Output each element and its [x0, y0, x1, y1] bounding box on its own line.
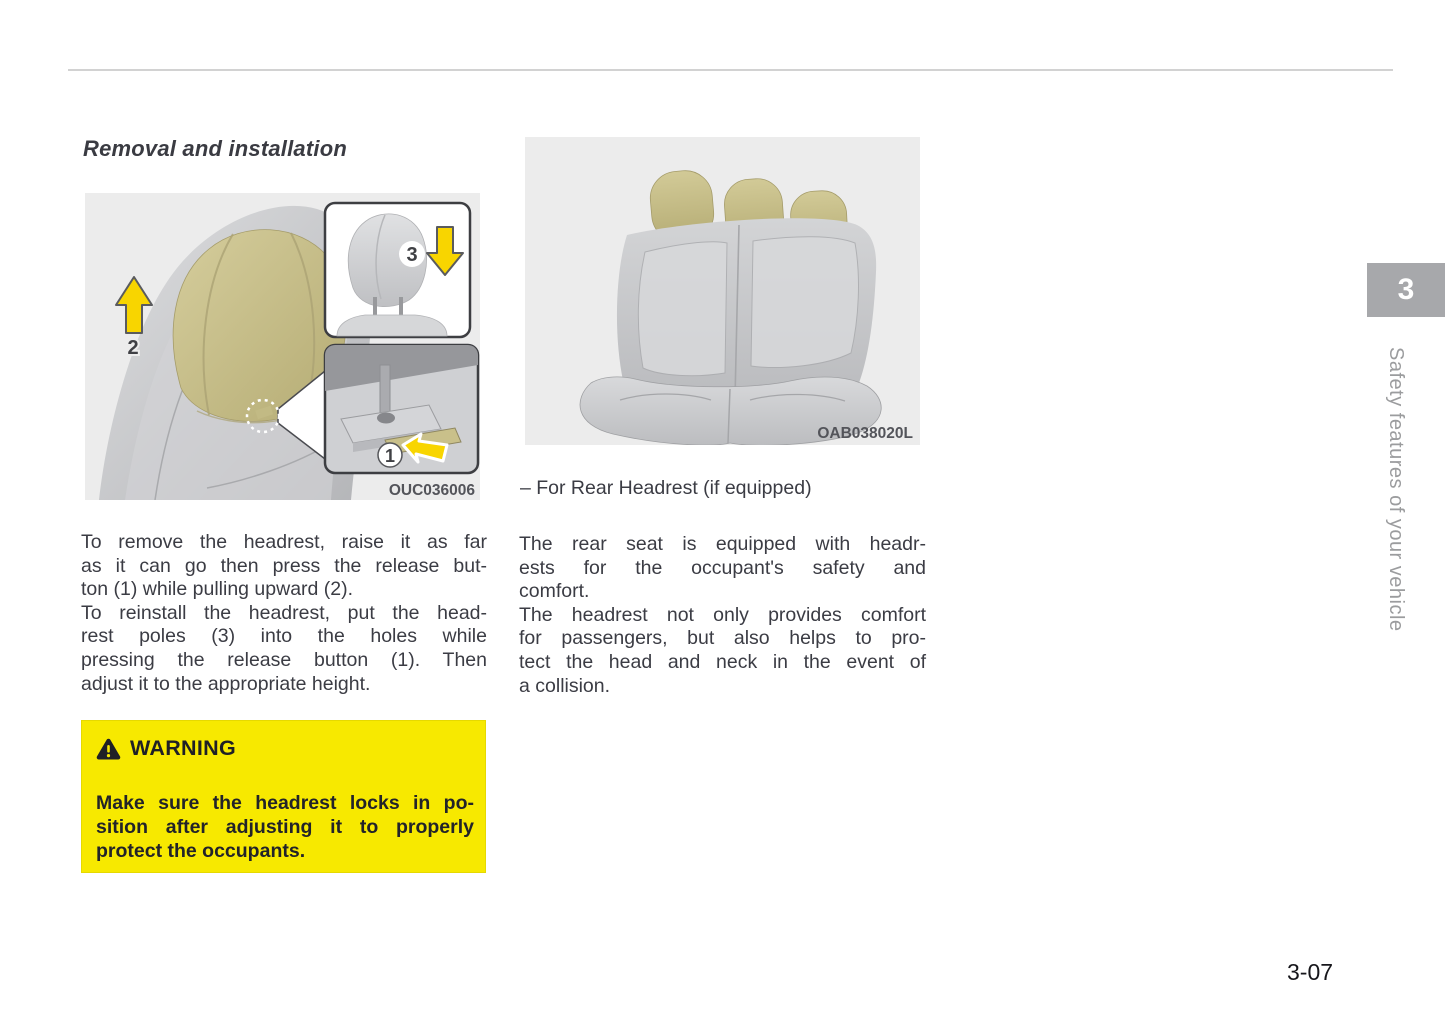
body-line: ests for the occupant's safety and: [519, 556, 926, 579]
body-line: To reinstall the headrest, put the head-: [81, 601, 487, 624]
body-line: rest poles (3) into the holes while: [81, 625, 487, 648]
warning-body: [96, 792, 474, 863]
body-line: The rear seat is equipped with headr-: [519, 533, 926, 555]
reinstall-inset: [325, 203, 470, 337]
section-heading: Removal and installation: [83, 136, 347, 161]
step-2-label: 2: [127, 337, 139, 359]
page-number: 3-07: [1287, 959, 1334, 985]
headrest-removal-illustration: [85, 193, 480, 500]
warning-line: sition after adjusting it to properly: [96, 815, 474, 838]
release-button-inset: [325, 345, 478, 473]
warning-title: WARNING: [130, 736, 237, 760]
headrest-removal-figure: [85, 193, 480, 500]
body-line: for passengers, but also helps to pro-: [519, 627, 926, 650]
body-line: The headrest not only provides comfort: [519, 603, 926, 626]
rear-seat-illustration: [525, 137, 920, 445]
warning-triangle-icon: [96, 738, 121, 760]
body-line: as it can go then press the release but-: [81, 554, 487, 577]
body-line: comfort.: [519, 580, 590, 603]
body-line: To remove the headrest, raise it as far: [81, 531, 487, 553]
body-line: pressing the release button (1). Then: [81, 648, 487, 671]
chapter-number: 3: [1397, 273, 1415, 306]
rear-seat-figure: [525, 137, 920, 445]
right-text-column: [519, 533, 926, 698]
left-text-column: [81, 531, 487, 696]
warning-header: [96, 736, 472, 761]
figure-code-right: OAB038020L: [817, 425, 913, 442]
chapter-title-vertical: Safety features of your vehicle: [1385, 347, 1407, 632]
figure-code-left: OUC036006: [388, 482, 475, 499]
warning-line: protect the occupants.: [96, 839, 306, 862]
body-line: ton (1) while pulling upward (2).: [81, 578, 354, 601]
warning-box: [81, 720, 486, 873]
warning-line: Make sure the headrest locks in po-: [96, 792, 474, 814]
top-divider: [68, 69, 1393, 71]
chapter-tab: [1367, 263, 1445, 317]
body-line: a collision.: [519, 674, 611, 697]
body-line: adjust it to the appropriate height.: [81, 672, 371, 695]
rear-headrest-caption: – For Rear Headrest (if equipped): [520, 477, 812, 499]
step-3-label: 3: [406, 244, 418, 266]
body-line: tect the head and neck in the event of: [519, 650, 926, 673]
step-1-label: 1: [384, 446, 396, 466]
